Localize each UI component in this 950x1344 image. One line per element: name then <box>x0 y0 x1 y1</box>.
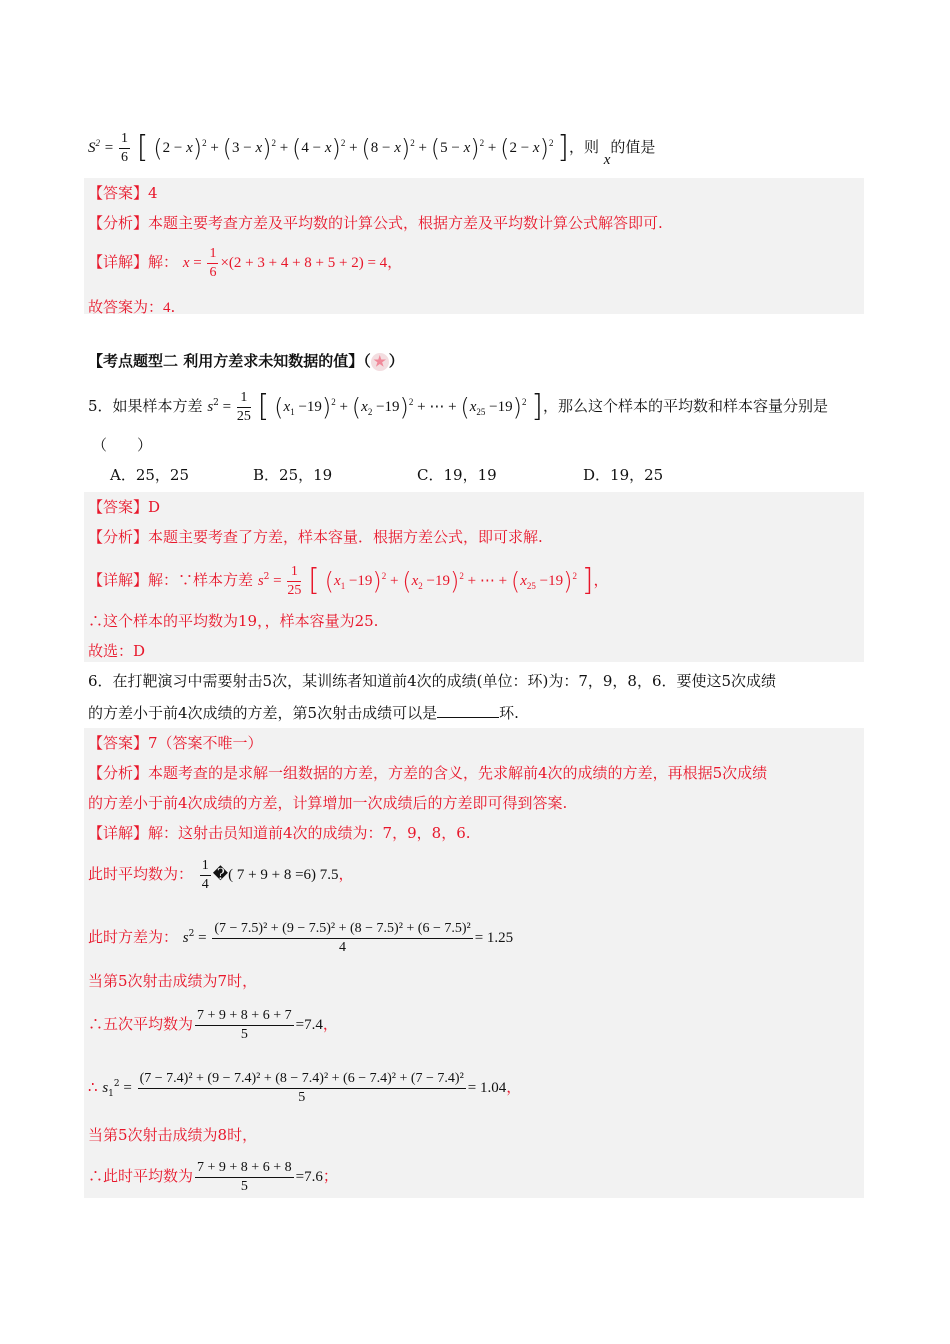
q6-analysis-2: 的方差小于前4次成绩的方差，计算增加一次成绩后的方差即可得到答案. <box>88 794 568 812</box>
q4-analysis: 【分析】本题主要考查方差及平均数的计算公式，根据方差及平均数计算公式解答即可. <box>88 214 663 232</box>
q6-detail: 【详解】解：这射击员知道前4次的成绩为：7，9，8，6. <box>88 824 471 842</box>
q4-answer: 【答案】4 <box>88 184 158 202</box>
q6-case-7: 当第5次射击成绩为7时， <box>88 972 258 990</box>
q6-variance5: ∴ $s_1^2$ = (7 − 7.4)² + (9 − 7.4)² + (8 − 7.4)² + (6 − 7.4)² + (7 − 7.4)² 5 = 1.04， <box>88 1070 522 1105</box>
q6-line-1: 6．在打靶演习中需要射击5次，某训练者知道前4次的成绩(单位：环)为：7，9，8，6．要使这5次成绩 <box>88 672 777 690</box>
q4-terms: $(2 - x)^2 + (3 - x)^2 + (4 - x)^2 + (8 - x)^2 + (5 - x)^2 + (2 - x)^2$ <box>153 134 554 163</box>
variance-symbol: $S^2$ <box>88 138 100 156</box>
q6-mean: 此时平均数为： $\frac{1}{4}$ �( 7 + 9 + 8 =6) 7.5， <box>88 857 354 892</box>
q5-option-a: A．25，25 <box>110 466 190 484</box>
q5-blank: （ ） <box>92 436 153 454</box>
q5-option-b: B．25，19 <box>253 466 333 484</box>
q6-answer: 【答案】7（答案不唯一） <box>88 734 263 752</box>
q5-stem: 5．如果样本方差 $s^2$ = $\frac{1}{25}$ [ $(x_1 -19)^2 + (x_2 -19)^2$ + ⋯ + $(x_{25} -19)^2$ ]，那么这个样本的平均数和样本容量分别是 <box>88 389 828 424</box>
q4-formula-line: $S^2$ = $\frac{1}{6}$ [ $(2 - x)^2 + (3 - x)^2 + (4 - x)^2 + (8 - x)^2 + (5 - x)^2 + (2 - x)^2$ ]，则 x的值是 <box>88 130 656 168</box>
q5-answer: 【答案】D <box>88 498 161 516</box>
q5-conclusion: ∴这个样本的平均数为19，，样本容量为25. <box>88 612 379 630</box>
q6-variance: 此时方差为： $s^2$ = $\frac{\text{(7 − 7.5)² + (9 − 7.5)² + (8 − 7.5)² + (6 − 7.5)²}}{4}$ = 1.25 <box>88 920 514 955</box>
q6-analysis-1: 【分析】本题考查的是求解一组数据的方差，方差的含义，先求解前4次的成绩的方差，再根据5次成绩 <box>88 764 768 782</box>
star-icon: ★ <box>371 353 389 371</box>
q4-conclusion: 故答案为：4. <box>88 298 176 316</box>
q6-case-8: 当第5次射击成绩为8时， <box>88 1126 258 1144</box>
q5-choose: 故选：D <box>88 642 146 660</box>
section-title: 【考点题型二 利用方差求未知数据的值】（ ★ ） <box>88 352 404 370</box>
q5-detail: 【详解】解：∵样本方差 $s^2$ = $\frac{1}{25}$ [ $(x_1 -19)^2 + (x_2 -19)^2$ + ⋯ + $(x_{25} -19)^2$ ]， <box>88 563 609 598</box>
answer-blank <box>437 703 499 718</box>
q6-mean8: ∴此时平均数为 $\frac{7 + 9 + 8 + 6 + 8}{5}$ =7.6； <box>88 1159 338 1194</box>
q5-option-c: C．19，19 <box>417 466 497 484</box>
q5-option-d: D．19，25 <box>583 466 664 484</box>
q6-mean5: ∴五次平均数为 $\frac{7 + 9 + 8 + 6 + 7}{5}$ =7.4， <box>88 1007 338 1042</box>
q6-line-2: 的方差小于前4次成绩的方差，第5次射击成绩可以是 环. <box>88 704 519 722</box>
q4-detail: 【详解】解： x = $\frac{1}{6}$ ×(2 + 3 + 4 + 8 + 5 + 2) = 4， <box>88 245 403 280</box>
q5-analysis: 【分析】本题主要考查了方差，样本容量．根据方差公式，即可求解. <box>88 528 543 546</box>
